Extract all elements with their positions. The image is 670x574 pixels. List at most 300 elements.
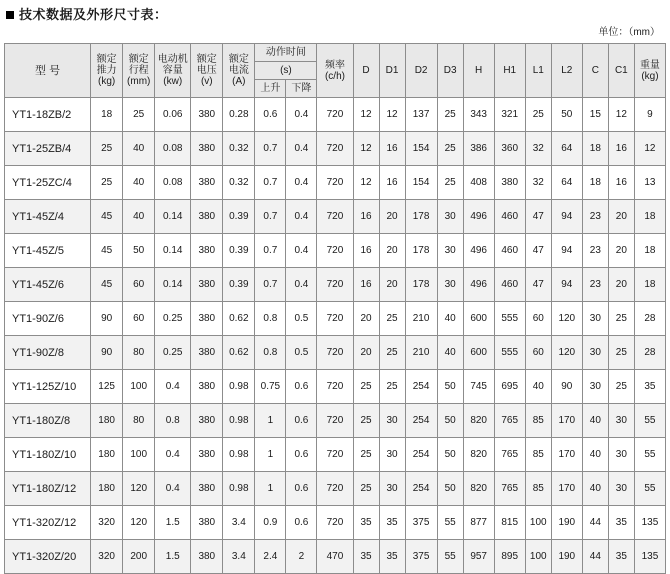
cell-L1: 85	[525, 438, 551, 472]
cell-C1: 30	[608, 438, 634, 472]
cell-H: 957	[463, 540, 494, 574]
cell-motor-capacity: 0.06	[155, 98, 191, 132]
cell-voltage: 380	[191, 370, 223, 404]
cell-motor-capacity: 0.14	[155, 268, 191, 302]
cell-motor-capacity: 0.4	[155, 438, 191, 472]
black-square-bullet-icon	[6, 11, 14, 19]
cell-frequency: 470	[317, 540, 353, 574]
cell-D: 20	[353, 336, 379, 370]
cell-L2: 50	[551, 98, 582, 132]
cell-D1: 25	[379, 336, 405, 370]
col-header-voltage	[191, 44, 223, 98]
cell-H1: 360	[494, 132, 525, 166]
cell-D2: 178	[405, 268, 437, 302]
cell-down: 0.4	[286, 98, 317, 132]
cell-down: 0.6	[286, 506, 317, 540]
cell-L1: 85	[525, 472, 551, 506]
cell-D1: 30	[379, 438, 405, 472]
cell-up: 0.7	[255, 234, 286, 268]
cell-motor-capacity: 0.4	[155, 370, 191, 404]
cell-motor-capacity: 0.14	[155, 200, 191, 234]
cell-D3: 30	[437, 200, 463, 234]
table-row	[5, 268, 666, 302]
cell-D1: 35	[379, 540, 405, 574]
cell-C1: 16	[608, 166, 634, 200]
cell-D1: 20	[379, 234, 405, 268]
cell-C1: 30	[608, 404, 634, 438]
cell-L1: 47	[525, 234, 551, 268]
cell-C: 23	[582, 234, 608, 268]
col-header-current-unit: (A)	[232, 76, 246, 87]
cell-up: 1	[255, 438, 286, 472]
cell-frequency: 720	[317, 200, 353, 234]
section-title	[0, 0, 670, 26]
cell-H1: 765	[494, 404, 525, 438]
cell-model: YT1-320Z/20	[5, 540, 91, 574]
cell-H: 496	[463, 200, 494, 234]
cell-model: YT1-90Z/6	[5, 302, 91, 336]
cell-H1: 815	[494, 506, 525, 540]
cell-D: 16	[353, 234, 379, 268]
cell-L2: 94	[551, 268, 582, 302]
col-header-voltage-line2: 电压	[196, 65, 217, 76]
cell-down: 0.6	[286, 404, 317, 438]
cell-D2: 254	[405, 370, 437, 404]
cell-voltage: 380	[191, 302, 223, 336]
col-header-L2: L2	[551, 44, 582, 98]
cell-H1: 460	[494, 200, 525, 234]
cell-current: 3.4	[223, 506, 255, 540]
cell-voltage: 380	[191, 132, 223, 166]
cell-up: 1	[255, 404, 286, 438]
table-row	[5, 506, 666, 540]
cell-model: YT1-180Z/10	[5, 438, 91, 472]
cell-D2: 254	[405, 472, 437, 506]
cell-D3: 40	[437, 336, 463, 370]
cell-voltage: 380	[191, 336, 223, 370]
table-row	[5, 166, 666, 200]
cell-stroke: 120	[123, 472, 155, 506]
cell-motor-capacity: 0.8	[155, 404, 191, 438]
col-header-weight-line2: (kg)	[641, 70, 659, 82]
cell-motor-capacity: 0.4	[155, 472, 191, 506]
cell-C1: 20	[608, 268, 634, 302]
cell-current: 0.98	[223, 404, 255, 438]
cell-D: 25	[353, 472, 379, 506]
table-row	[5, 438, 666, 472]
cell-voltage: 380	[191, 200, 223, 234]
cell-up: 0.8	[255, 336, 286, 370]
cell-stroke: 100	[123, 438, 155, 472]
col-header-stroke-unit: (mm)	[127, 76, 151, 87]
col-header-stroke-line2: 行程	[128, 65, 149, 76]
cell-D: 25	[353, 370, 379, 404]
col-header-current-line2: 电流	[228, 65, 249, 76]
cell-down: 0.5	[286, 336, 317, 370]
cell-L2: 94	[551, 200, 582, 234]
cell-H: 820	[463, 404, 494, 438]
cell-voltage: 380	[191, 506, 223, 540]
cell-L2: 64	[551, 132, 582, 166]
cell-D1: 30	[379, 472, 405, 506]
cell-thrust: 45	[91, 268, 123, 302]
cell-stroke: 120	[123, 506, 155, 540]
cell-thrust: 18	[91, 98, 123, 132]
cell-weight: 35	[634, 370, 665, 404]
cell-L2: 170	[551, 404, 582, 438]
cell-frequency: 720	[317, 302, 353, 336]
cell-current: 0.98	[223, 370, 255, 404]
cell-weight: 9	[634, 98, 665, 132]
col-header-motor-capacity	[155, 44, 191, 98]
cell-H1: 460	[494, 234, 525, 268]
cell-voltage: 380	[191, 98, 223, 132]
cell-frequency: 720	[317, 404, 353, 438]
cell-D3: 30	[437, 234, 463, 268]
cell-H1: 695	[494, 370, 525, 404]
col-header-model: 型 号	[5, 44, 91, 98]
cell-model: YT1-320Z/12	[5, 506, 91, 540]
col-header-action-time-unit: (s)	[255, 62, 317, 80]
table-row	[5, 132, 666, 166]
col-header-thrust	[91, 44, 123, 98]
cell-down: 0.6	[286, 472, 317, 506]
cell-current: 0.32	[223, 132, 255, 166]
cell-D: 25	[353, 404, 379, 438]
cell-motor-capacity: 0.08	[155, 132, 191, 166]
cell-weight: 12	[634, 132, 665, 166]
col-header-action-time: 动作时间	[255, 44, 317, 62]
cell-current: 0.62	[223, 336, 255, 370]
cell-model: YT1-25ZB/4	[5, 132, 91, 166]
cell-frequency: 720	[317, 472, 353, 506]
cell-H1: 765	[494, 438, 525, 472]
cell-H: 820	[463, 472, 494, 506]
cell-frequency: 720	[317, 234, 353, 268]
cell-C1: 35	[608, 506, 634, 540]
col-header-thrust-line1: 额定	[96, 54, 117, 65]
cell-C1: 30	[608, 472, 634, 506]
cell-H: 600	[463, 302, 494, 336]
cell-L1: 100	[525, 506, 551, 540]
cell-D1: 35	[379, 506, 405, 540]
cell-C1: 16	[608, 132, 634, 166]
cell-up: 0.6	[255, 98, 286, 132]
col-header-C: C	[582, 44, 608, 98]
cell-C: 18	[582, 166, 608, 200]
unit-note: 单位：（mm）	[598, 27, 660, 38]
cell-D2: 178	[405, 200, 437, 234]
cell-down: 0.4	[286, 234, 317, 268]
cell-C1: 20	[608, 200, 634, 234]
cell-D3: 25	[437, 98, 463, 132]
cell-frequency: 720	[317, 132, 353, 166]
cell-D3: 25	[437, 166, 463, 200]
cell-stroke: 40	[123, 166, 155, 200]
cell-voltage: 380	[191, 472, 223, 506]
cell-H1: 460	[494, 268, 525, 302]
cell-up: 1	[255, 472, 286, 506]
cell-weight: 18	[634, 200, 665, 234]
cell-L1: 85	[525, 404, 551, 438]
cell-up: 0.7	[255, 268, 286, 302]
cell-stroke: 50	[123, 234, 155, 268]
cell-stroke: 200	[123, 540, 155, 574]
table-header	[5, 44, 666, 98]
cell-model: YT1-18ZB/2	[5, 98, 91, 132]
cell-down: 0.4	[286, 166, 317, 200]
cell-H: 600	[463, 336, 494, 370]
cell-frequency: 720	[317, 370, 353, 404]
cell-weight: 135	[634, 506, 665, 540]
cell-stroke: 60	[123, 302, 155, 336]
cell-current: 3.4	[223, 540, 255, 574]
cell-D1: 20	[379, 268, 405, 302]
cell-D2: 254	[405, 404, 437, 438]
cell-model: YT1-45Z/6	[5, 268, 91, 302]
col-header-weight-line1: 重量	[639, 59, 660, 71]
cell-C: 30	[582, 370, 608, 404]
cell-L1: 60	[525, 336, 551, 370]
cell-thrust: 45	[91, 200, 123, 234]
cell-down: 0.4	[286, 132, 317, 166]
cell-frequency: 720	[317, 166, 353, 200]
cell-D: 16	[353, 268, 379, 302]
cell-thrust: 320	[91, 506, 123, 540]
cell-H: 820	[463, 438, 494, 472]
cell-weight: 55	[634, 472, 665, 506]
cell-C1: 20	[608, 234, 634, 268]
cell-thrust: 25	[91, 132, 123, 166]
cell-H1: 321	[494, 98, 525, 132]
cell-C1: 25	[608, 370, 634, 404]
cell-D2: 154	[405, 132, 437, 166]
col-header-D3: D3	[437, 44, 463, 98]
table-row	[5, 98, 666, 132]
table-row	[5, 336, 666, 370]
cell-thrust: 125	[91, 370, 123, 404]
col-header-voltage-line1: 额定	[196, 54, 217, 65]
cell-current: 0.62	[223, 302, 255, 336]
col-header-D: D	[353, 44, 379, 98]
cell-model: YT1-90Z/8	[5, 336, 91, 370]
table-row	[5, 540, 666, 574]
cell-model: YT1-180Z/8	[5, 404, 91, 438]
cell-D1: 16	[379, 166, 405, 200]
cell-weight: 55	[634, 438, 665, 472]
col-header-L1: L1	[525, 44, 551, 98]
cell-H: 408	[463, 166, 494, 200]
cell-H1: 380	[494, 166, 525, 200]
cell-motor-capacity: 1.5	[155, 506, 191, 540]
cell-weight: 28	[634, 336, 665, 370]
cell-L2: 170	[551, 438, 582, 472]
cell-up: 0.7	[255, 200, 286, 234]
table-row	[5, 472, 666, 506]
cell-down: 2	[286, 540, 317, 574]
cell-motor-capacity: 0.25	[155, 336, 191, 370]
cell-stroke: 40	[123, 132, 155, 166]
cell-L1: 100	[525, 540, 551, 574]
col-header-action-time-down: 下降	[286, 80, 317, 98]
cell-weight: 18	[634, 234, 665, 268]
cell-H1: 895	[494, 540, 525, 574]
cell-weight: 28	[634, 302, 665, 336]
cell-down: 0.5	[286, 302, 317, 336]
cell-voltage: 380	[191, 404, 223, 438]
cell-D2: 375	[405, 540, 437, 574]
cell-current: 0.98	[223, 472, 255, 506]
cell-weight: 18	[634, 268, 665, 302]
cell-L2: 90	[551, 370, 582, 404]
section-title-text: 技术数据及外形尺寸表：	[19, 7, 168, 22]
cell-stroke: 60	[123, 268, 155, 302]
cell-voltage: 380	[191, 268, 223, 302]
cell-D1: 20	[379, 200, 405, 234]
cell-D: 16	[353, 200, 379, 234]
col-header-H: H	[463, 44, 494, 98]
cell-voltage: 380	[191, 438, 223, 472]
cell-stroke: 25	[123, 98, 155, 132]
cell-C: 40	[582, 472, 608, 506]
cell-weight: 135	[634, 540, 665, 574]
cell-D: 35	[353, 540, 379, 574]
cell-thrust: 180	[91, 404, 123, 438]
cell-D2: 210	[405, 336, 437, 370]
cell-D1: 25	[379, 370, 405, 404]
table-row	[5, 404, 666, 438]
cell-L1: 60	[525, 302, 551, 336]
cell-voltage: 380	[191, 166, 223, 200]
cell-C: 23	[582, 268, 608, 302]
cell-up: 0.7	[255, 132, 286, 166]
col-header-C1: C1	[608, 44, 634, 98]
cell-C: 40	[582, 438, 608, 472]
cell-D1: 16	[379, 132, 405, 166]
cell-H1: 765	[494, 472, 525, 506]
cell-H: 496	[463, 268, 494, 302]
cell-D2: 254	[405, 438, 437, 472]
cell-current: 0.39	[223, 234, 255, 268]
col-header-motor-capacity-unit: (kw)	[163, 76, 183, 87]
cell-up: 0.9	[255, 506, 286, 540]
cell-frequency: 720	[317, 268, 353, 302]
cell-thrust: 45	[91, 234, 123, 268]
cell-C1: 12	[608, 98, 634, 132]
col-header-thrust-line2: 推力	[96, 65, 117, 76]
cell-thrust: 320	[91, 540, 123, 574]
cell-C: 44	[582, 540, 608, 574]
cell-down: 0.4	[286, 268, 317, 302]
cell-D3: 50	[437, 370, 463, 404]
cell-stroke: 80	[123, 404, 155, 438]
cell-H: 343	[463, 98, 494, 132]
cell-H: 386	[463, 132, 494, 166]
cell-up: 0.7	[255, 166, 286, 200]
cell-current: 0.39	[223, 268, 255, 302]
specification-table	[4, 43, 666, 574]
col-header-current-line1: 额定	[228, 54, 249, 65]
cell-up: 0.8	[255, 302, 286, 336]
cell-C: 18	[582, 132, 608, 166]
cell-current: 0.32	[223, 166, 255, 200]
cell-voltage: 380	[191, 540, 223, 574]
cell-D: 25	[353, 438, 379, 472]
cell-weight: 13	[634, 166, 665, 200]
cell-D1: 30	[379, 404, 405, 438]
col-header-action-time-up: 上升	[255, 80, 286, 98]
cell-voltage: 380	[191, 234, 223, 268]
cell-up: 0.75	[255, 370, 286, 404]
cell-motor-capacity: 0.14	[155, 234, 191, 268]
cell-L2: 120	[551, 302, 582, 336]
cell-C: 30	[582, 302, 608, 336]
cell-L1: 47	[525, 200, 551, 234]
cell-C: 44	[582, 506, 608, 540]
col-header-D2: D2	[405, 44, 437, 98]
cell-down: 0.4	[286, 200, 317, 234]
cell-D3: 50	[437, 438, 463, 472]
cell-D2: 375	[405, 506, 437, 540]
cell-C: 40	[582, 404, 608, 438]
cell-frequency: 720	[317, 336, 353, 370]
cell-D: 12	[353, 166, 379, 200]
cell-D: 12	[353, 98, 379, 132]
cell-weight: 55	[634, 404, 665, 438]
cell-frequency: 720	[317, 98, 353, 132]
cell-stroke: 40	[123, 200, 155, 234]
cell-C: 30	[582, 336, 608, 370]
cell-model: YT1-45Z/4	[5, 200, 91, 234]
cell-model: YT1-125Z/10	[5, 370, 91, 404]
cell-H1: 555	[494, 336, 525, 370]
cell-D3: 55	[437, 540, 463, 574]
col-header-H1: H1	[494, 44, 525, 98]
cell-thrust: 90	[91, 336, 123, 370]
cell-model: YT1-25ZC/4	[5, 166, 91, 200]
cell-model: YT1-45Z/5	[5, 234, 91, 268]
cell-L2: 64	[551, 166, 582, 200]
cell-current: 0.28	[223, 98, 255, 132]
col-header-frequency-line2: (c/h)	[324, 70, 345, 82]
col-header-motor-capacity-line2: 容量	[162, 65, 183, 76]
cell-frequency: 720	[317, 506, 353, 540]
header-row-1	[5, 44, 666, 62]
cell-D2: 137	[405, 98, 437, 132]
cell-L2: 94	[551, 234, 582, 268]
col-header-weight	[634, 44, 665, 98]
cell-L1: 25	[525, 98, 551, 132]
col-header-frequency	[317, 44, 353, 98]
table-row	[5, 234, 666, 268]
cell-H: 745	[463, 370, 494, 404]
col-header-motor-capacity-line1: 电动机	[157, 54, 188, 65]
cell-L2: 170	[551, 472, 582, 506]
cell-D3: 55	[437, 506, 463, 540]
cell-L1: 32	[525, 132, 551, 166]
col-header-current	[223, 44, 255, 98]
cell-motor-capacity: 0.25	[155, 302, 191, 336]
cell-C: 23	[582, 200, 608, 234]
cell-D3: 40	[437, 302, 463, 336]
cell-up: 2.4	[255, 540, 286, 574]
col-header-stroke	[123, 44, 155, 98]
cell-H: 877	[463, 506, 494, 540]
table-row	[5, 370, 666, 404]
cell-H: 496	[463, 234, 494, 268]
cell-D1: 25	[379, 302, 405, 336]
cell-D2: 154	[405, 166, 437, 200]
